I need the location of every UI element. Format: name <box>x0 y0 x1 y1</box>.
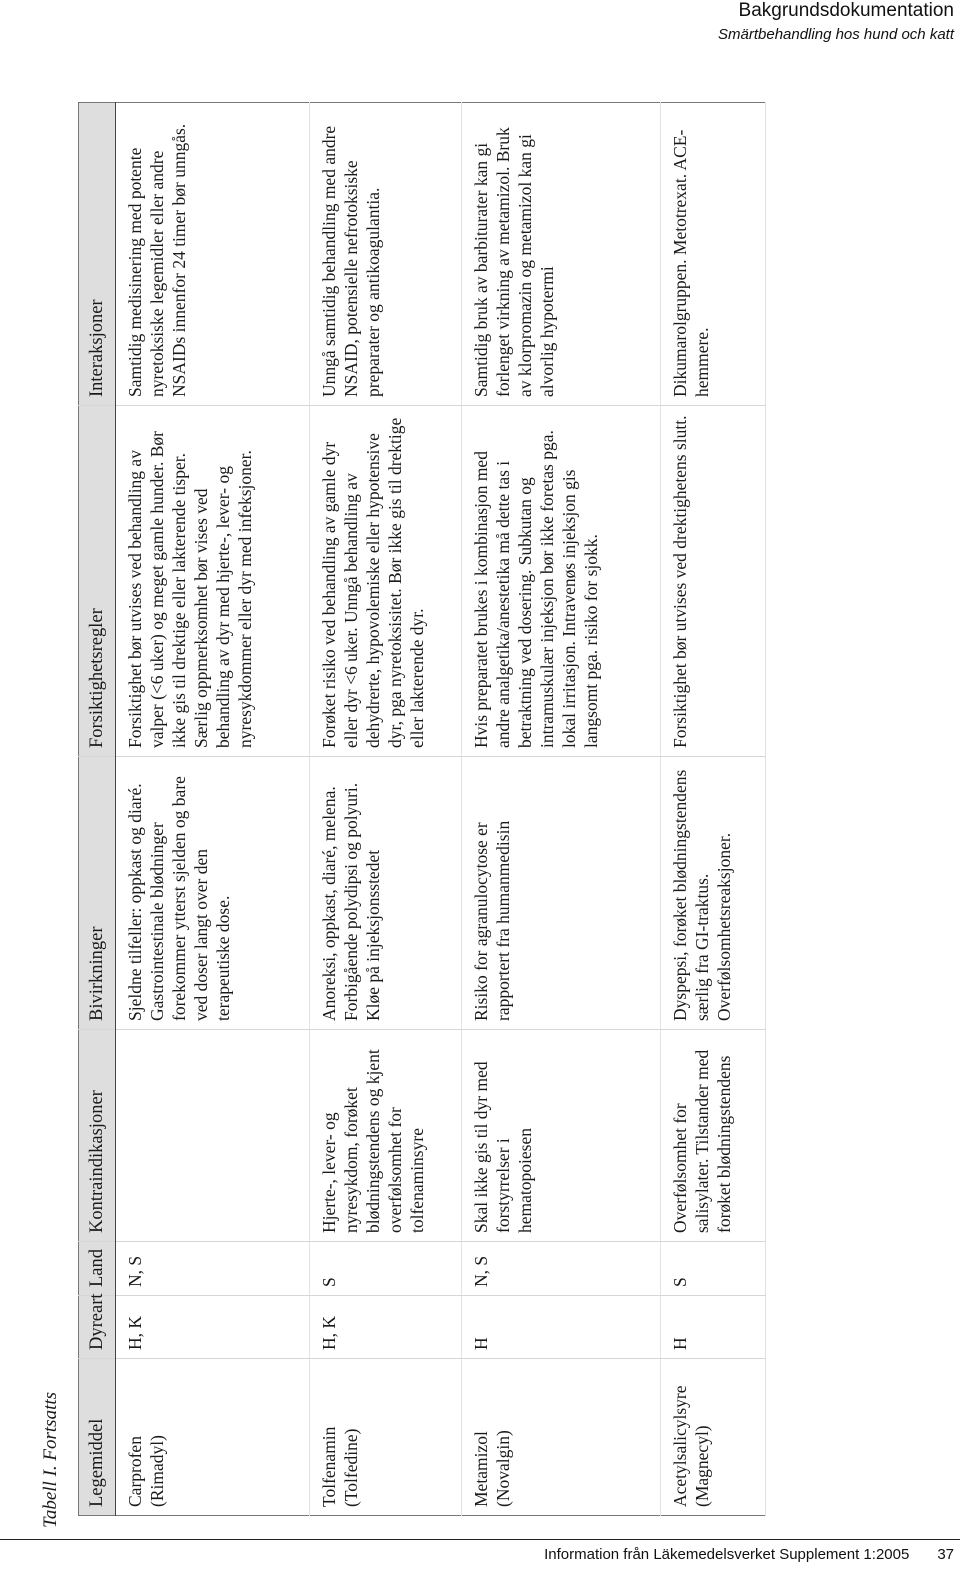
cell-species: H, K <box>310 1296 461 1359</box>
column-header-precautions: Forsiktighetsregler <box>79 406 116 757</box>
drug-table <box>78 102 766 1516</box>
table-row <box>116 103 310 1516</box>
cell-interactions: Samtidig bruk av barbiturater kan gi forlenget virkning av metamizol. Bruk av klorpromazin og metamizol kan gi alvorlig hypotermi <box>461 103 661 406</box>
cell-country: S <box>310 1242 461 1296</box>
table-row <box>661 103 766 1516</box>
footer-text: Information från Läkemedelsverket Supplement 1:2005 <box>544 1546 910 1563</box>
cell-side-effects: Anoreksi, oppkast, diaré, melena. Forbigående polydipsi og polyuri. Kløe på injeksjonsstedet <box>310 757 461 1030</box>
table-row <box>310 103 461 1516</box>
column-header-country: Land <box>79 1242 116 1296</box>
page-footer <box>544 1546 954 1563</box>
cell-drug: Metamizol (Novalgin) <box>470 1430 513 1507</box>
column-header-side-effects: Bivirkninger <box>79 757 116 1030</box>
cell-species: H <box>661 1296 766 1359</box>
document-header-subtitle: Smärtbehandling hos hund och katt <box>718 26 954 43</box>
rotated-table-region <box>40 103 770 1528</box>
table-caption: Tabell I. Fortsatts <box>40 1391 61 1528</box>
cell-drug: Carprofen (Rimadyl) <box>125 1435 167 1507</box>
footer-divider <box>0 1539 960 1540</box>
cell-species: H, K <box>116 1296 310 1359</box>
cell-species: H <box>461 1296 661 1359</box>
cell-precautions: Forsiktighet bør utvises ved behandling av valper (<6 uker) og meget gamle hunder. Bør ikke gis til drektige eller lakterende tisper. Særlig oppmerksomhet bør vises ved behandling av dyr med hjerte-, lever- og nyresykdommer eller dyr med infeksjoner. <box>116 406 310 757</box>
cell-side-effects: Dyspepsi, forøket blødningstendens særlig fra GI-traktus. Overfølsomhetsreaksjoner. <box>661 757 766 1030</box>
cell-side-effects: Risiko for agranulocytose er rapportert fra humanmedisin <box>461 757 661 1030</box>
cell-interactions: Unngå samtidig behandling med andre NSAID, potensielle nefrotoksiske preparater og antikoagulantia. <box>310 103 461 406</box>
cell-side-effects: Sjeldne tilfeller: oppkast og diaré. Gastrointestinale blødninger forekommer ytterst sjelden og bare ved doser langt over den terapeutiske dose. <box>116 757 310 1030</box>
cell-drug: Tolfenamin (Tolfedine) <box>319 1426 362 1507</box>
cell-interactions: Dikumarolgruppen. Metotrexat. ACE-hemmere. <box>661 103 766 406</box>
cell-precautions: Hvis preparatet brukes i kombinasjon med andre analgetika/anestetika må dette tas i betraktning ved dosering. Subkutan og intramuskulær injeksjon bør ikke foretas pga. lokal irritasjon. Intravenøs injeksjon gis langsomt pga. risiko for sjokk. <box>461 406 661 757</box>
column-header-contraindications: Kontraindikasjoner <box>79 1030 116 1242</box>
column-header-drug: Legemiddel <box>79 1359 116 1516</box>
cell-precautions: Forøket risiko ved behandling av gamle dyr eller dyr <6 uker. Unngå behandling av dehydrerte, hypovolemiske eller hypotensive dyr, pga nyretoksisitet. Bør ikke gis til drektige eller lakterende dyr. <box>310 406 461 757</box>
table-header-row <box>79 103 116 1516</box>
cell-country: N, S <box>116 1242 310 1296</box>
cell-precautions: Forsiktighet bør utvises ved drektighetens slutt. <box>661 406 766 757</box>
document-header-title: Bakgrundsdokumentation <box>738 0 954 21</box>
page-number: 37 <box>937 1546 954 1563</box>
cell-contraindications: Hjerte-, lever- og nyresykdom, forøket blødningstendens og kjent overfølsomhet for tolfenaminsyre <box>310 1030 461 1242</box>
cell-contraindications: Overfølsomhet for salisylater. Tilstander med forøket blødningstendens <box>661 1030 766 1242</box>
cell-country: N, S <box>461 1242 661 1296</box>
cell-drug: Acetylsalicylsyre (Magnecyl) <box>670 1385 713 1507</box>
cell-contraindications: Skal ikke gis til dyr med forstyrrelser i hematopoiesen <box>461 1030 661 1242</box>
column-header-species: Dyreart <box>79 1296 116 1359</box>
cell-interactions: Samtidig medisinering med potente nyretoksiske legemidler eller andre NSAIDs innenfor 24 timer bør unngås. <box>116 103 310 406</box>
cell-country: S <box>661 1242 766 1296</box>
cell-contraindications <box>116 1030 310 1242</box>
column-header-interactions: Interaksjoner <box>79 103 116 406</box>
table-row <box>461 103 661 1516</box>
